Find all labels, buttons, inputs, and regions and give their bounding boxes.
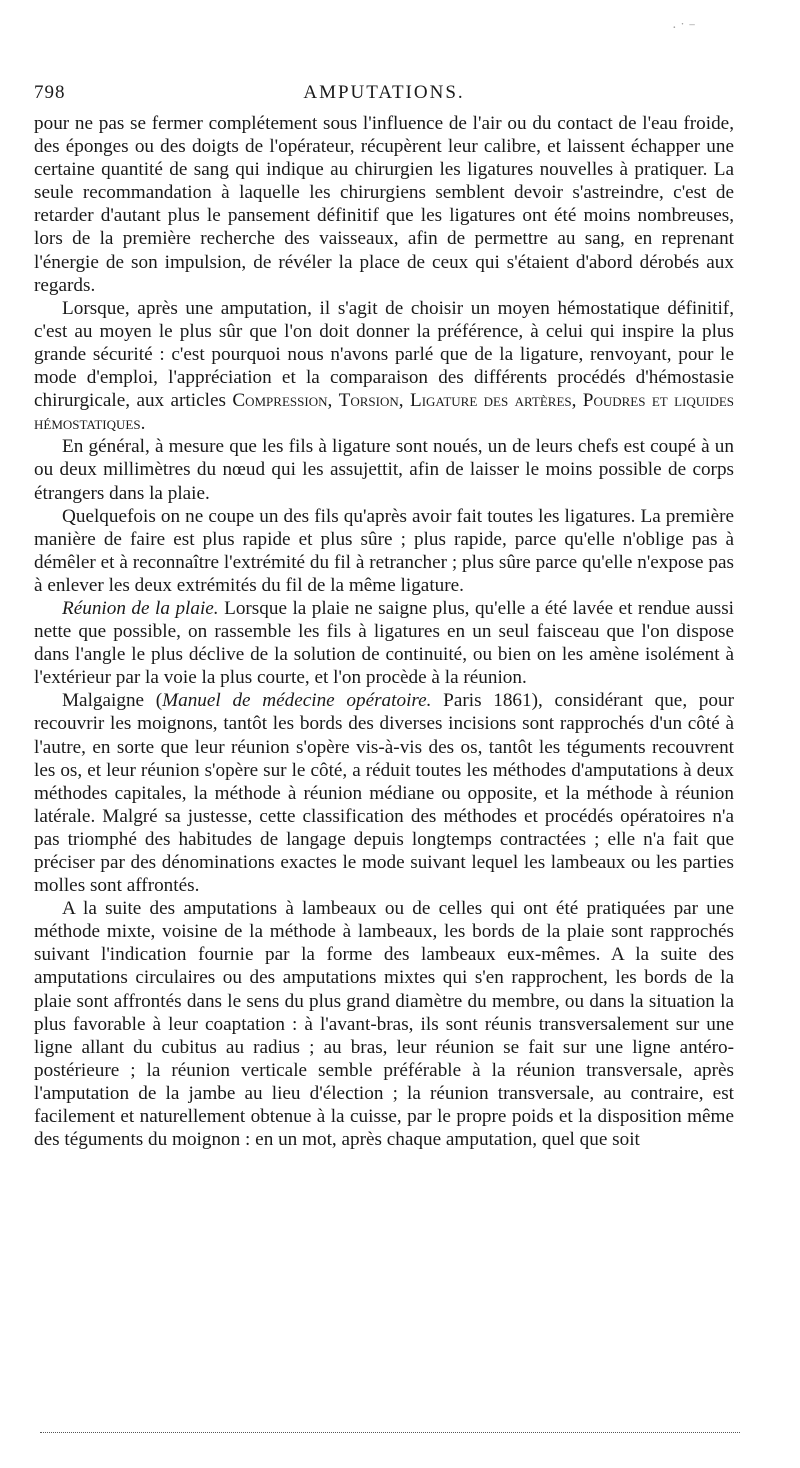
text-run: Malgaigne ( [62,690,163,712]
text-run: . [140,413,146,435]
text-run: pour ne pas se fermer complétement sous l'influence de l'air ou du contact de l'eau froide, des éponges ou des doigts de l'opérateur, récupèrent leur calibre, et laissent échapper une certaine quantité de sang qui indique au chirurgien les ligatures nouvelles à pratiquer. La seule recommandation à laquelle les chirurgiens semblent devoir s'astreindre, c'est de retarder d'autant plus le pansement définitif que les ligatures ont été moins nombreuses, lors de la première recherche des vaisseaux, afin de permettre au sang, en reprenant l'énergie de son impulsion, de révéler la place de ceux qui s'étaient d'abord dérobés aux regards. [34,113,734,296]
article-reference: Torsion [338,390,399,412]
text-run: En général, à mesure que les fils à ligature sont noués, un de leurs chefs est coupé à un ou deux millimètres du nœud qui les assujettit, afin de laisser le moins possible de corps étrangers dans la plaie. [34,436,734,504]
book-page [34,82,734,1151]
paragraph [34,297,734,436]
article-reference: Compression [232,390,328,412]
page-header [34,82,734,112]
article-reference: Ligature des artères, Poudres et liquides hémostatiques [34,390,735,435]
italic-text: Manuel de médecine opératoire. [162,690,432,712]
paragraph [34,435,734,504]
text-run: Lorsque la plaie ne saigne plus, qu'elle a été lavée et rendue aussi nette que possible, on rassemble les fils à ligatures en un seul faisceau que l'on dispose dans l'angle le plus déclive de la solution de continuité, ou bien on les amène isolément à l'extérieur par la voie la plus courte, et l'on procède à la réunion. [34,597,734,689]
text-run: , [398,390,410,412]
text-run: Quelquefois on ne coupe un des fils qu'après avoir fait toutes les ligatures. La première manière de faire est plus rapide et plus sûre ; plus rapide, parce qu'elle n'oblige pas à démêler et à reconnaître l'extrémité du fil à retrancher ; plus sûre parce qu'elle n'expose pas à enlever les deux extrémités du fil de la même ligature. [34,505,734,596]
text-run: Lorsque, après une amputation, il s'agit de choisir un moyen hémostatique définitif, c'est au moyen le plus sûr que l'on doit donner la préférence, à celui qui inspire la plus grande sécurité : c'est pourquoi nous n'avons parlé que de la ligature, renvoyant, pour le mode d'emploi, l'appréciation et la comparaison des différents procédés d'hémostasie chirurgicale, aux articles [34,297,734,412]
paragraph [34,897,734,1151]
running-head: AMPUTATIONS. [303,82,465,103]
paragraph [34,597,734,689]
text-run: , [327,390,339,412]
italic-text: Réunion de la plaie. [62,597,219,619]
paragraph [34,689,734,897]
text-run: A la suite des amputations à lambeaux ou de celles qui ont été pratiquées par une méthode mixte, voisine de la méthode à lambeaux, les bords de la plaie sont rapprochés suivant l'indication fournie par la forme des lambeaux eux-mêmes. A la suite des amputations circulaires ou des amputations mixtes qui s'en rapprochent, les bords de la plaie sont affrontés dans le sens du plus grand diamètre du membre, ou dans la situation la plus favorable à leur coaptation : à l'avant-bras, ils sont réunis transversalement sur une ligne allant du cubitus au radius ; au bras, leur réunion se fait sur une ligne antéro-postérieure ; la réunion verticale semble préférable à la réunion transversale, après l'amputation de la jambe au lieu d'élection ; la réunion transversale, au contraire, est facilement et naturellement obtenue à la cuisse, par le propre poids et la disposition même des téguments du moignon : en un mot, après chaque amputation, quel que soit [34,898,734,1151]
scan-speckle-marks: · ˙ ⁻ [672,21,696,36]
footer-dotted-rule [40,1432,740,1433]
body-text [34,112,734,1151]
paragraph [34,112,734,297]
paragraph [34,505,734,597]
text-run: Paris 1861), considérant que, pour recouvrir les moignons, tantôt les bords des diverses incisions sont rapprochés d'un côté à l'autre, en sorte que leur réunion s'opère vis-à-vis des os, tantôt les téguments recouvrent les os, et leur réunion s'opère sur le côté, a réduit toutes les méthodes d'amputations à deux méthodes capitales, la méthode à réunion médiane ou opposite, et la méthode à réunion latérale. Malgré sa justesse, cette classification des méthodes et procédés opératoires n'a pas triomphé des habitudes de langage depuis longtemps contractées ; elle n'a fait que préciser par des dénominations exactes le mode suivant lequel les lambeaux ou les parties molles sont affrontés. [34,690,734,897]
page-number: 798 [34,82,66,103]
